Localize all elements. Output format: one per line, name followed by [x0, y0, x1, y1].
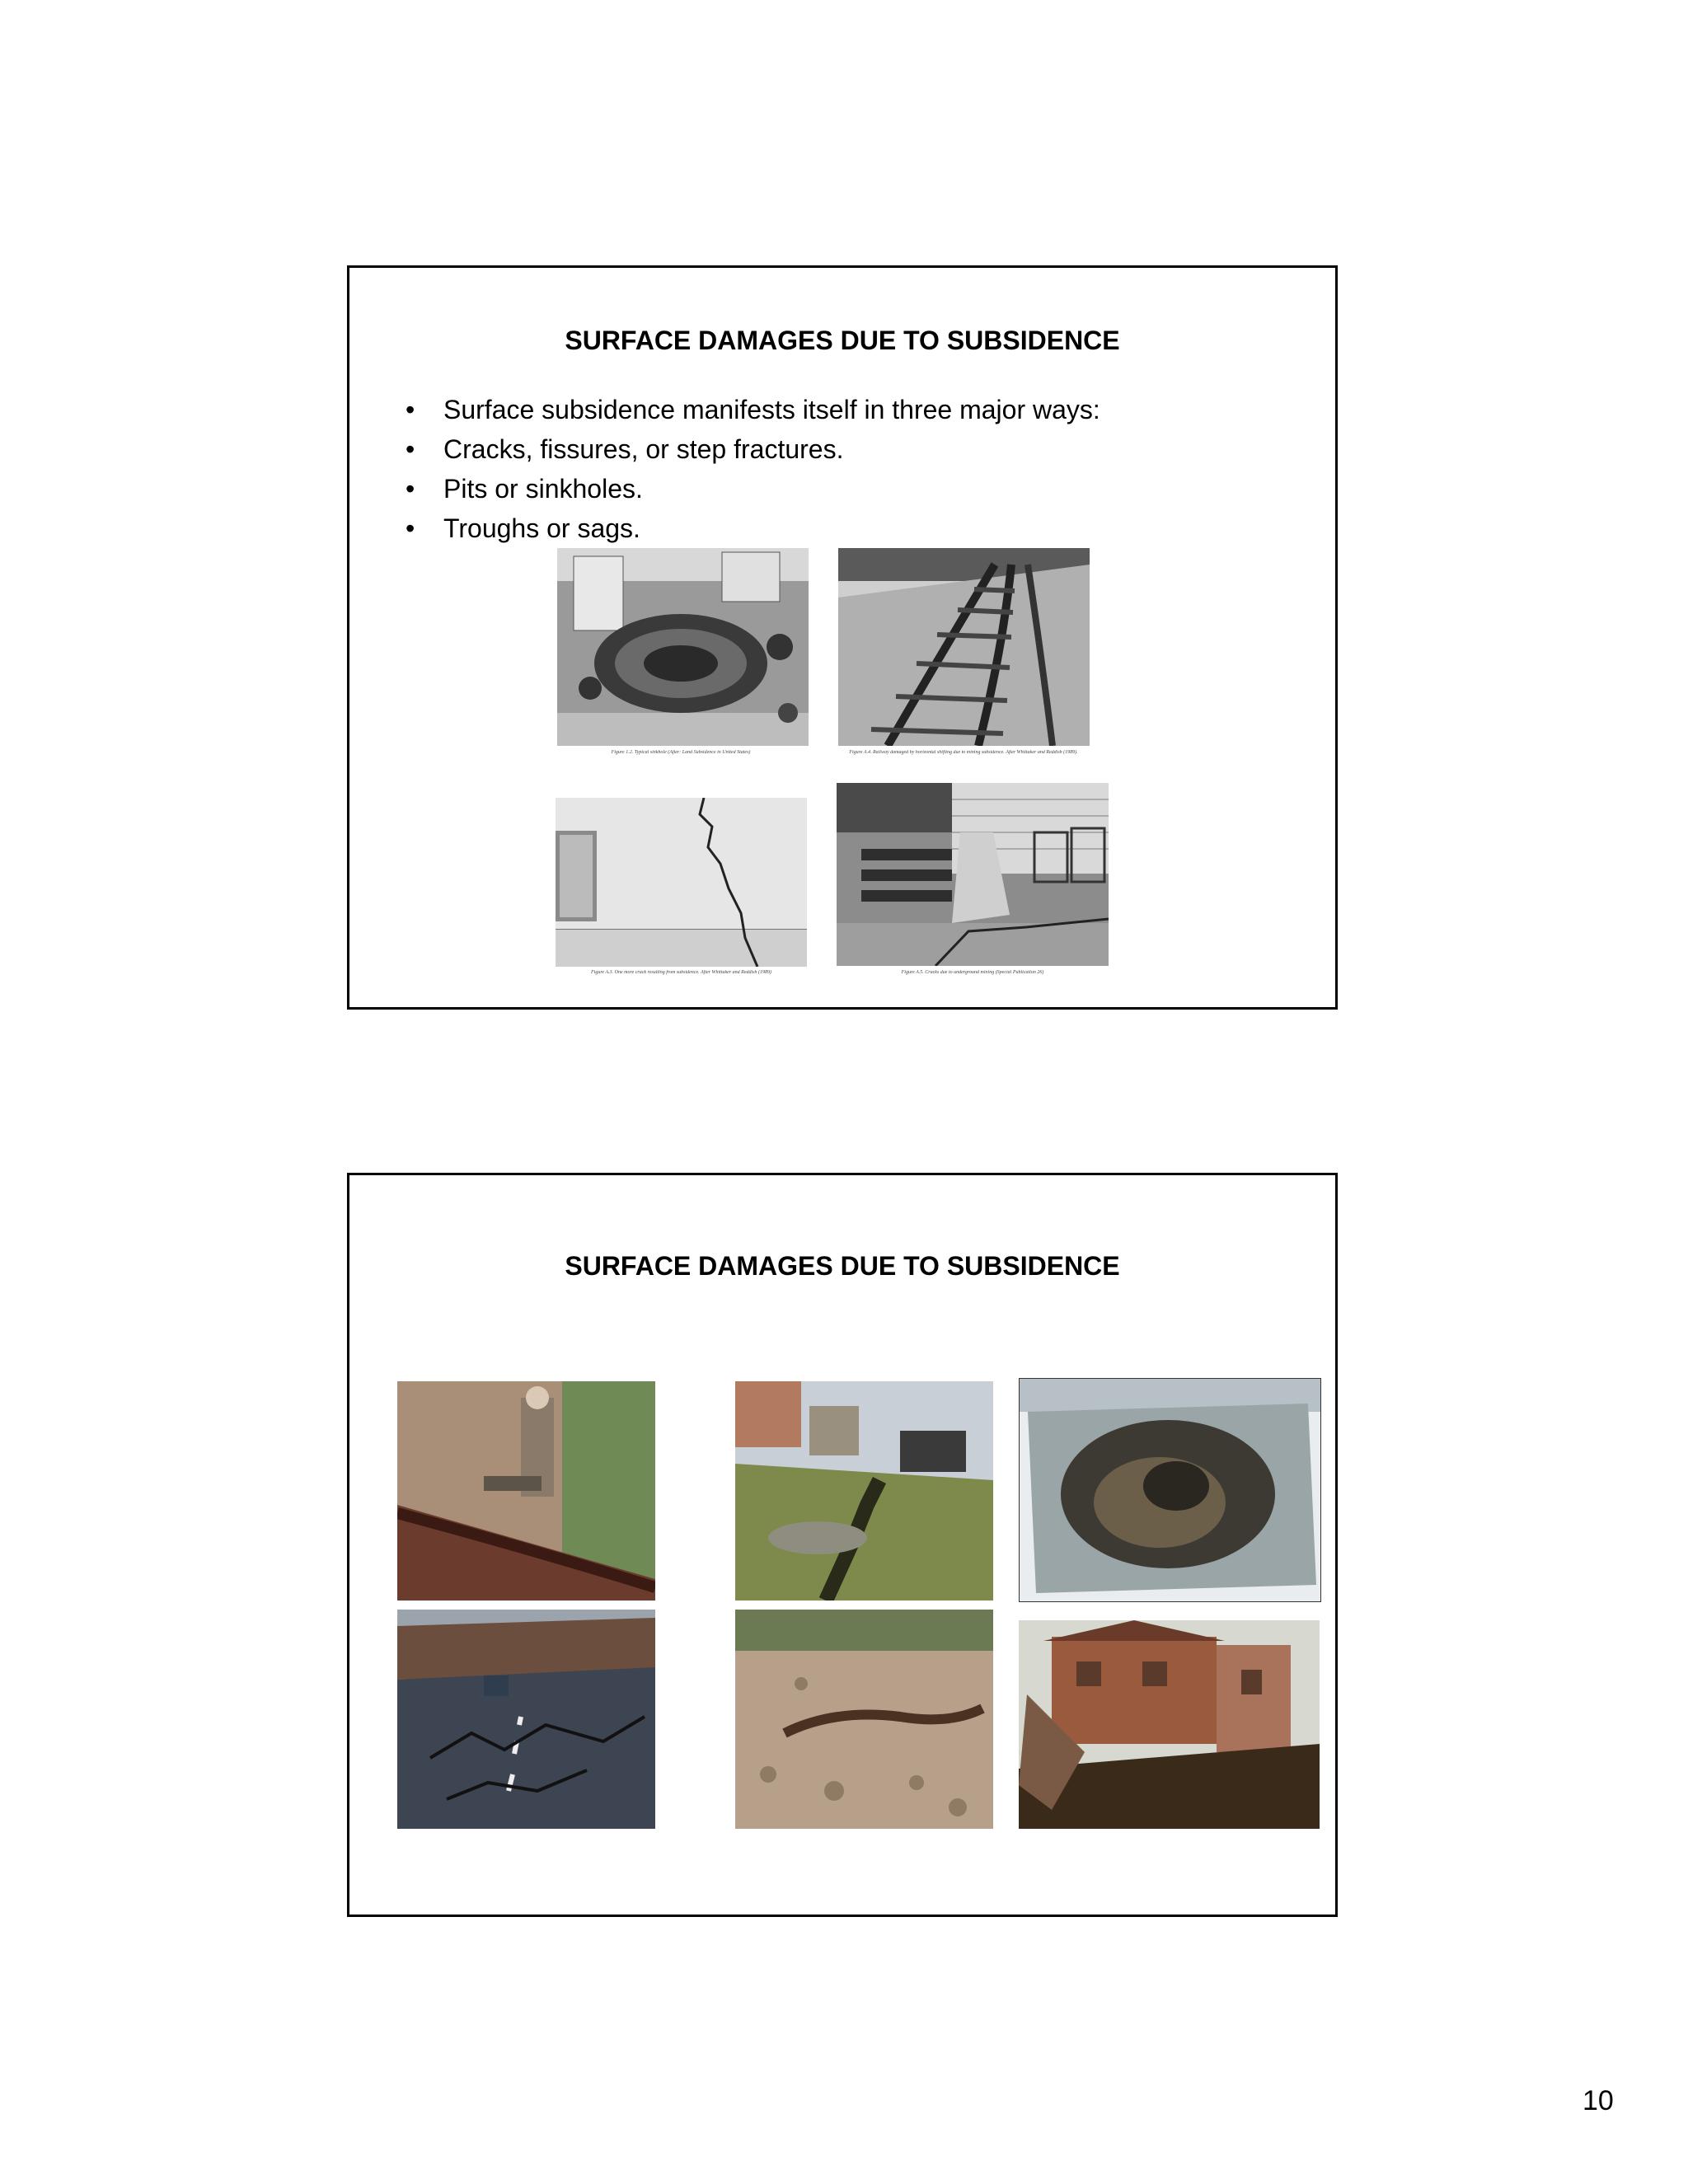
wall-crack-photo — [556, 798, 807, 967]
ground-fissure-photo — [735, 1610, 993, 1829]
bullet-list — [406, 390, 1100, 548]
steps-crack-photo — [837, 783, 1109, 966]
slide-1 — [347, 265, 1338, 1010]
figure-caption: Figure 1.2. Typical sinkhole (After: Land Subsidence in United States) — [611, 750, 751, 755]
slide-2 — [347, 1173, 1338, 1917]
bullet-item: • Troughs or sags. — [406, 513, 640, 543]
collapsed-house-photo — [1019, 1620, 1320, 1829]
slide-title: SURFACE DAMAGES DUE TO SUBSIDENCE — [565, 326, 1120, 355]
figure-caption: Figure A.3. One more crack resulting from subsidence. After Whittaker and Reddish (1989) — [590, 970, 772, 975]
bullet-item: • Cracks, fissures, or step fractures. — [406, 434, 844, 464]
figure-caption: Figure A.5. Cracks due to underground mining (Special Publication 26) — [901, 970, 1044, 975]
sinkhole-photo — [1019, 1378, 1321, 1602]
page-number: 10 — [1582, 2085, 1614, 2116]
sinkhole-aerial-photo — [557, 548, 809, 746]
bullet-item: • Pits or sinkholes. — [406, 474, 643, 504]
garden-crack-photo — [735, 1381, 993, 1601]
road-crack-photo — [397, 1610, 655, 1829]
field-fissure-photo — [397, 1381, 655, 1601]
bullet-item: • Surface subsidence manifests itself in three major ways: — [406, 395, 1100, 424]
slide-title: SURFACE DAMAGES DUE TO SUBSIDENCE — [565, 1251, 1120, 1281]
figure-caption: Figure A.4. Railway damaged by horizontal shifting due to mining subsidence. After Whittaker and Reddish (1989). — [849, 750, 1078, 755]
railway-damage-photo — [838, 548, 1090, 746]
